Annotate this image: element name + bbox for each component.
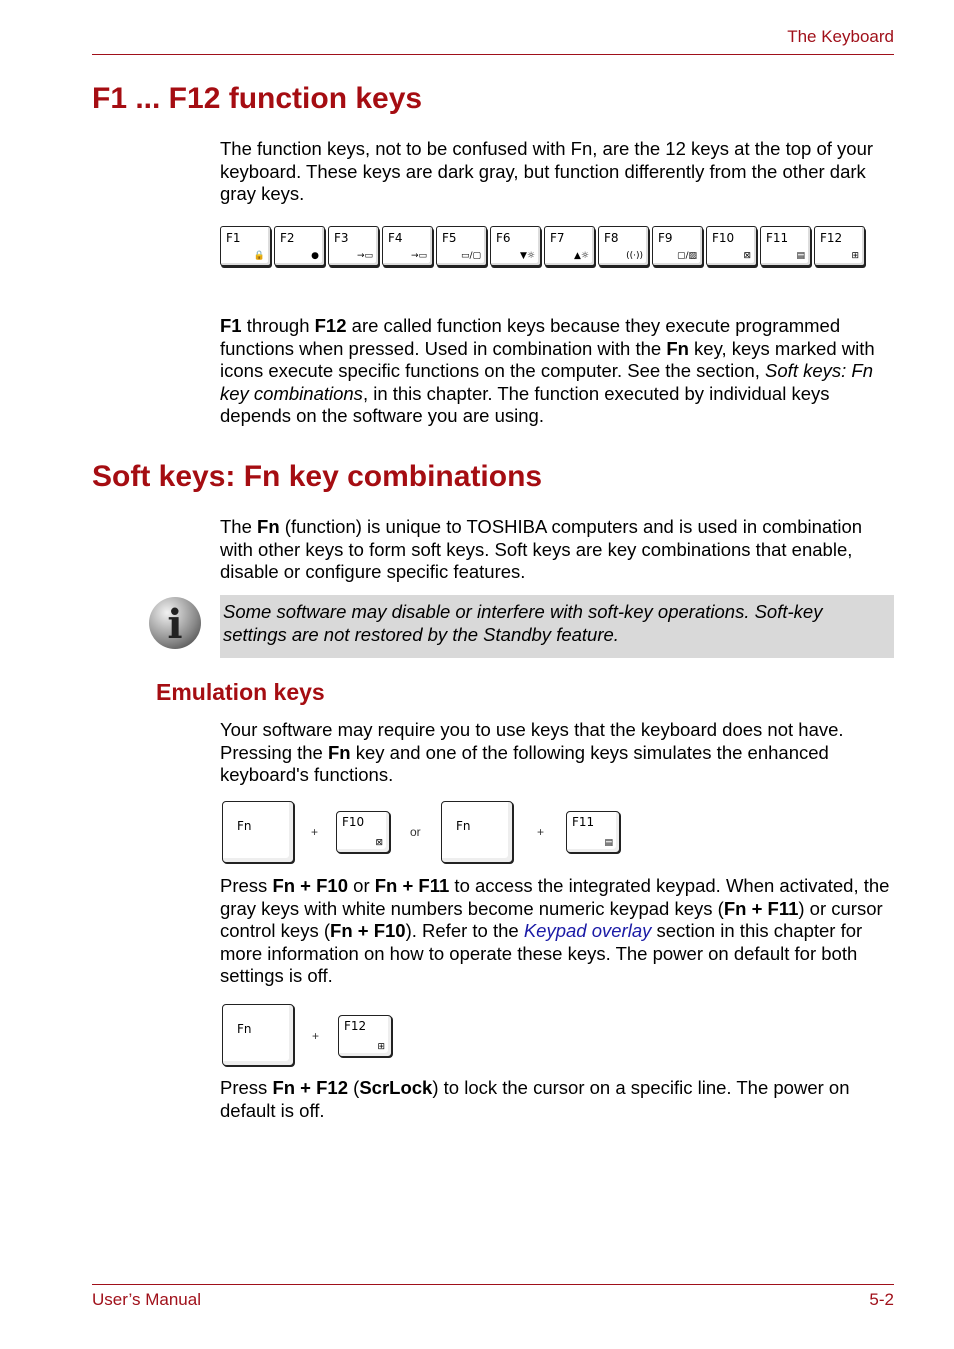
- key-label: F7: [550, 231, 565, 245]
- key-f10: [336, 811, 390, 853]
- hibernate-icon: →▭: [410, 251, 427, 261]
- header-rule: [92, 54, 894, 55]
- key-label: F4: [388, 231, 403, 245]
- text: section in this chapter for more information on how to operate these keys. The power on default for both settings is off.: [220, 920, 863, 987]
- bold-text: F12: [314, 315, 347, 336]
- key-f9: [652, 226, 703, 266]
- text: (: [348, 1077, 360, 1098]
- key-label: F11: [572, 815, 595, 829]
- footer-page-number: 5-2: [869, 1290, 894, 1309]
- key-label: Fn: [237, 819, 252, 833]
- key-f4: [382, 226, 433, 266]
- arrow-mode-icon: ⊠: [375, 838, 383, 848]
- key-label: F10: [712, 231, 735, 245]
- bold-text: Fn: [327, 741, 351, 763]
- key-fn: [222, 801, 294, 863]
- text: to access the integrated keypad. When activated, the gray keys with white numbers become numeric keypad keys (: [220, 875, 890, 919]
- running-header: The Keyboard: [787, 27, 894, 46]
- text: (function) is unique to TOSHIBA computers and is used in combination with other keys to form soft keys. Soft keys are key combinations that enable, disable or configure specific features.: [220, 516, 863, 583]
- italic-text: Soft keys: Fn key combinations: [220, 360, 874, 404]
- key-label: F12: [820, 231, 843, 245]
- text: key, keys marked with icons execute specific functions on the computer. See the section,: [220, 337, 875, 382]
- note-text: Some software may disable or interfere with soft-key operations. Soft-key settings are not restored by the Standby feature.: [223, 601, 823, 645]
- lock-icon: 🔒: [253, 251, 265, 261]
- heading-soft-keys: Soft keys: Fn key combinations: [92, 460, 543, 493]
- paragraph-function-keys-desc: [220, 315, 894, 428]
- arrow-mode-icon: ⊠: [743, 251, 751, 261]
- or-label: or: [410, 825, 421, 839]
- brightness-up-icon: ▲☼: [574, 251, 589, 261]
- note-box: [220, 595, 894, 658]
- text: key and one of the following keys simulates the enhanced keyboard's functions.: [220, 741, 829, 786]
- key-label: Fn: [456, 819, 471, 833]
- bold-text: Fn + F11: [723, 897, 799, 919]
- key-f12: [814, 226, 865, 266]
- bold-text: Fn + F10: [330, 920, 406, 942]
- text: , in this chapter. The function executed by individual keys depends on the software you are using.: [220, 382, 830, 427]
- bold-text: Fn + F11: [374, 875, 450, 896]
- standby-icon: →▭: [356, 251, 373, 261]
- key-label: F9: [658, 231, 673, 245]
- text: ) or cursor control keys (: [220, 897, 883, 942]
- brightness-down-icon: ▼☼: [520, 251, 535, 261]
- text: are called function keys because they execute programmed functions when pressed. Used in combination with the: [220, 315, 841, 359]
- paragraph-function-keys-intro: The function keys, not to be confused with Fn, are the 12 keys at the top of your keyboard. These keys are dark gray, but function differently from the other dark gray keys.: [220, 138, 874, 205]
- key-label: F8: [604, 231, 619, 245]
- key-fn: [441, 801, 513, 863]
- numeric-mode-icon: ▤: [796, 251, 805, 261]
- text: Your software may require you to use keys that the keyboard does not have. Pressing the: [220, 719, 844, 763]
- text: Press: [220, 875, 273, 896]
- plus-sign: +: [312, 1029, 320, 1043]
- key-label: F12: [344, 1019, 367, 1033]
- key-f7: [544, 226, 595, 266]
- key-f5: [436, 226, 487, 266]
- key-f2: [274, 226, 325, 266]
- paragraph-soft-keys-intro: [220, 516, 894, 584]
- info-glyph: i: [167, 601, 183, 648]
- key-label: F1: [226, 231, 241, 245]
- key-label: Fn: [237, 1022, 252, 1036]
- touchpad-icon: ▢/▨: [676, 251, 697, 261]
- text: ). Refer to the: [405, 920, 524, 942]
- text: through: [241, 315, 315, 336]
- bold-text: Fn + F10: [272, 875, 349, 896]
- bold-text: Fn + F12: [272, 1077, 349, 1098]
- scroll-lock-icon: ⊞: [851, 251, 859, 261]
- key-f3: [328, 226, 379, 266]
- scroll-lock-icon: ⊞: [377, 1042, 385, 1052]
- key-label: F2: [280, 231, 295, 245]
- bold-text: Fn: [257, 516, 280, 537]
- paragraph-scrlock: [220, 1077, 894, 1122]
- key-label: F6: [496, 231, 511, 245]
- key-label: F5: [442, 231, 457, 245]
- bold-text: Fn: [666, 337, 689, 359]
- key-label: F3: [334, 231, 349, 245]
- key-f11: [566, 811, 620, 853]
- plus-sign: +: [537, 825, 545, 839]
- text: or: [348, 875, 375, 896]
- keypad-overlay-link[interactable]: Keypad overlay: [523, 920, 652, 942]
- key-label: F10: [342, 815, 365, 829]
- key-f6: [490, 226, 541, 266]
- paragraph-keypad: [220, 875, 894, 988]
- footer-rule: [92, 1284, 894, 1285]
- text: Press: [220, 1077, 273, 1098]
- display-switch-icon: ▭/▢: [460, 251, 481, 261]
- bold-text: ScrLock: [359, 1077, 433, 1098]
- text: The: [220, 516, 258, 537]
- power-plan-icon: ●: [311, 251, 319, 261]
- key-f11: [760, 226, 811, 266]
- key-f1: [220, 226, 271, 266]
- numeric-mode-icon: ▤: [604, 838, 613, 848]
- key-f8: [598, 226, 649, 266]
- key-f10: [706, 226, 757, 266]
- text: ) to lock the cursor on a specific line. The power on default is off.: [220, 1077, 850, 1121]
- function-keys-row: [220, 226, 865, 266]
- plus-sign: +: [311, 825, 319, 839]
- heading-emulation-keys: Emulation keys: [156, 679, 325, 705]
- footer-manual-title: User’s Manual: [92, 1290, 201, 1309]
- paragraph-emulation-intro: [220, 719, 894, 787]
- key-label: F11: [766, 231, 789, 245]
- wireless-icon: ((·)): [626, 251, 643, 261]
- info-icon: [149, 597, 201, 649]
- bold-text: F1: [220, 315, 242, 336]
- key-f12: [338, 1015, 392, 1057]
- heading-function-keys: F1 ... F12 function keys: [92, 82, 423, 115]
- key-fn: [222, 1004, 294, 1066]
